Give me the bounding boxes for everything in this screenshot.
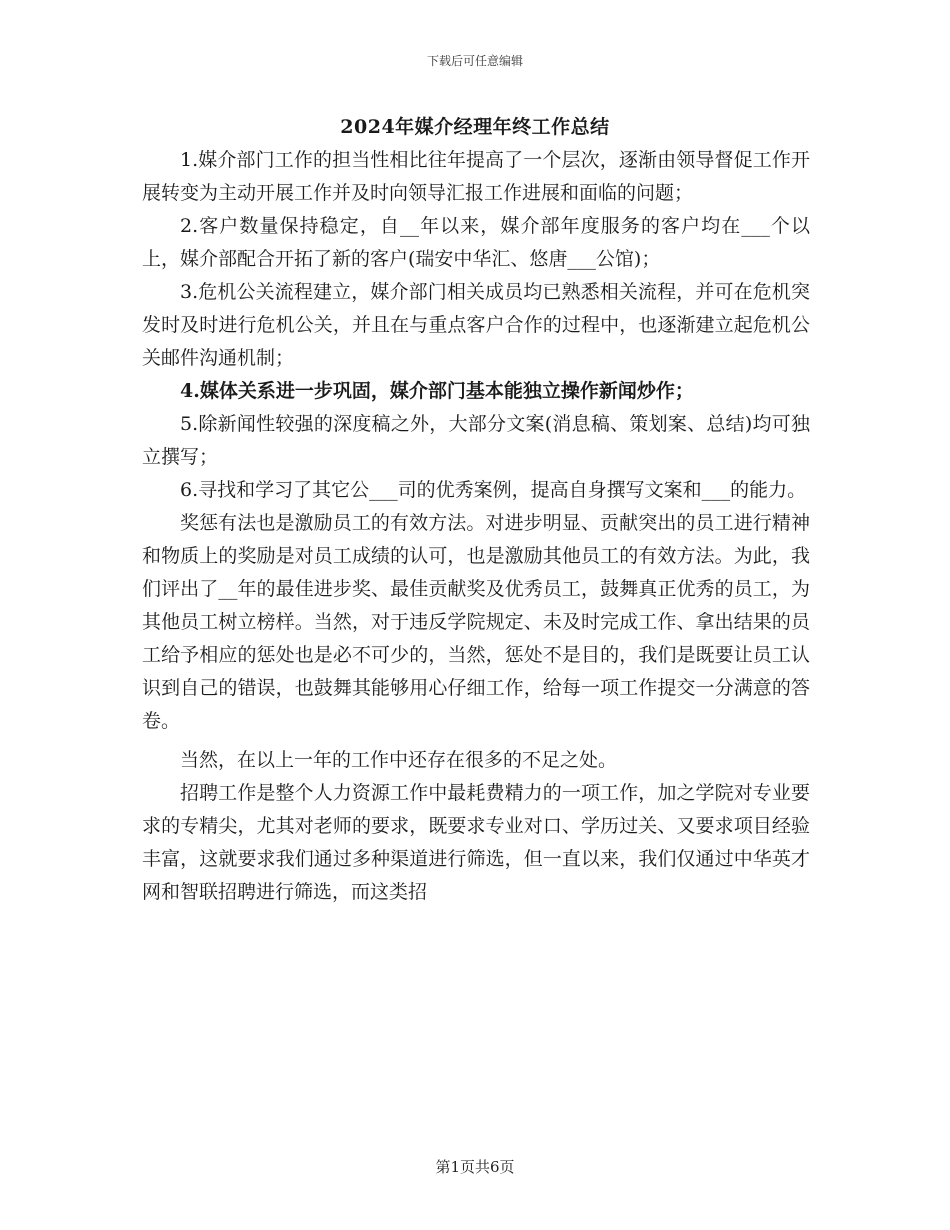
paragraph-shortcomings: 当然，在以上一年的工作中还存在很多的不足之处。 (180, 749, 618, 771)
paragraph-rewards: 奖惩有法也是激励员工的有效方法。对进步明显、贡献突出的员工进行精神和物质上的奖励是对员工成绩的认可，也是激励其他员工的有效方法。为此，我们评出了__年的最佳进步奖、最佳贡献奖及优秀员工，鼓舞真正优秀的员工，为其他员工树立榜样。当然，对于违反学院规定、未及时完成工作、拿出结果的员工给予相应的惩处也是必不可少的，当然，惩处不是目的，我们是既要让员工认识到自己的错误，也鼓舞其能够用心仔细工作，给每一项工作提交一分满意的答卷。 (142, 512, 810, 732)
document-title: 2024年媒介经理年终工作总结 (340, 116, 610, 138)
paragraph-1: 1.媒介部门工作的担当性相比往年提高了一个层次，逐渐由领导督促工作开展转变为主动开展工作并及时向领导汇报工作进展和面临的问题； (142, 149, 810, 204)
paragraph-2: 2.客户数量保持稳定，自__年以来，媒介部年度服务的客户均在___个以上，媒介部配合开拓了新的客户(瑞安中华汇、悠唐___公馆)； (142, 215, 810, 270)
page-number: 第1页共6页 (435, 1158, 515, 1176)
document-body (142, 144, 810, 909)
paragraph-3: 3.危机公关流程建立，媒介部门相关成员均已熟悉相关流程，并可在危机突发时及时进行危机公关，并且在与重点客户合作的过程中，也逐渐建立起危机公关邮件沟通机制； (142, 281, 810, 369)
paragraph-6: 6.寻找和学习了其它公___司的优秀案例，提高自身撰写文案和___的能力。 (180, 479, 807, 501)
paragraph-5: 5.除新闻性较强的深度稿之外，大部分文案(消息稿、策划案、总结)均可独立撰写； (142, 413, 810, 468)
paragraph-recruitment: 招聘工作是整个人力资源工作中最耗费精力的一项工作，加之学院对专业要求的专精尖，尤其对老师的要求，既要求专业对口、学历过关、又要求项目经验丰富，这就要求我们通过多种渠道进行筛选，但一直以来，我们仅通过中华英才网和智联招聘进行筛选，而这类招 (142, 782, 810, 903)
paragraph-4-bold: 4.媒体关系进一步巩固，媒介部门基本能独立操作新闻炒作； (180, 380, 694, 402)
download-note: 下载后可任意编辑 (426, 54, 523, 68)
